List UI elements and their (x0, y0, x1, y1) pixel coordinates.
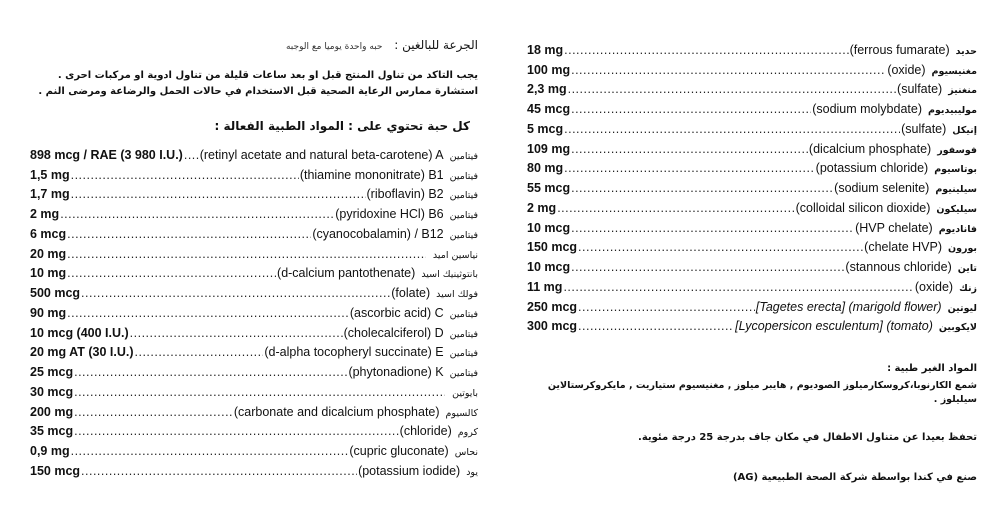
dot-leader (564, 122, 900, 136)
dot-leader (60, 207, 334, 221)
ingredient-amount: 45 mcg (527, 102, 571, 116)
ingredient-row (30, 379, 478, 399)
dosage-heading (286, 38, 478, 52)
dot-leader (564, 43, 848, 57)
ingredient-arabic-label: سيلينيوم (935, 184, 977, 195)
ingredient-name: (pyridoxine HCl) B6 (335, 207, 444, 221)
dot-leader (571, 142, 808, 156)
ingredient-arabic-label: فيتامين (449, 210, 478, 221)
dot-leader (578, 300, 755, 314)
ingredient-name: (d-calcium pantothenate) (277, 266, 416, 281)
ingredient-row (527, 175, 977, 195)
dot-leader (571, 260, 844, 274)
ingredient-arabic-label: تاين (957, 263, 977, 274)
ingredient-row (527, 136, 977, 156)
ingredient-amount: 30 mcg (30, 384, 74, 399)
ingredient-row (30, 399, 478, 419)
ingredient-arabic-label: منغنيز (948, 85, 977, 97)
ingredient-amount: 6 mcg (30, 226, 67, 241)
ingredient-arabic-label: فيتامين (449, 150, 478, 162)
dot-leader (571, 221, 854, 235)
ingredient-arabic-label: فيتامين (449, 368, 478, 379)
ingredient-amount: 55 mcg (527, 181, 571, 195)
ingredient-name: (colloidal silicon dioxide) (795, 200, 931, 215)
ingredient-name: (folate) (391, 286, 431, 300)
ingredient-amount: 20 mg (30, 246, 67, 261)
ingredient-row (30, 359, 478, 379)
ingredient-row (30, 201, 478, 221)
dot-leader (74, 385, 445, 399)
ingredient-amount: 10 mcg (400 I.U.) (30, 325, 129, 340)
ingredient-amount: 80 mg (527, 161, 564, 176)
left-ingredient-list (30, 142, 478, 478)
dot-leader (571, 63, 886, 77)
dot-leader (578, 319, 734, 333)
ingredient-name: [Lycopersicon esculentum] (tomato) (735, 319, 933, 334)
ingredient-name: [Tagetes erecta] (marigold flower) (755, 299, 942, 314)
dot-leader (67, 227, 311, 241)
ingredient-arabic-label: مغنيسيوم (931, 65, 977, 77)
ingredient-amount: 25 mcg (30, 365, 74, 379)
ingredient-arabic-label: نياسين اميد (432, 249, 478, 261)
ingredient-row (30, 241, 478, 261)
ingredient-row (527, 156, 977, 176)
dot-leader (571, 102, 811, 116)
dot-leader (135, 345, 264, 359)
ingredient-arabic-label: فيتامين (449, 328, 478, 340)
ingredient-amount: 1,7 mg (30, 187, 70, 202)
ingredient-amount: 300 mcg (527, 319, 578, 334)
ingredient-name: (retinyl acetate and natural beta-carotene) A (199, 147, 444, 162)
manufacturer-note: صنع في كندا بواسطة شركة الصحة الطبيعية (AG) (732, 472, 977, 483)
ingredient-arabic-label: حديد (955, 45, 977, 57)
ingredient-row (30, 340, 478, 360)
ingredient-row (30, 182, 478, 202)
ingredient-arabic-label: بانتوثينيك اسيد (421, 269, 478, 281)
ingredient-amount: 90 mg (30, 305, 67, 320)
ingredient-arabic-label: إنيكل (952, 124, 977, 136)
ingredient-amount: 100 mg (527, 62, 571, 77)
ingredient-row (527, 57, 977, 77)
ingredient-row (30, 320, 478, 340)
ingredient-amount: 10 mcg (527, 260, 571, 274)
ingredient-row (30, 221, 478, 241)
dot-leader (571, 181, 833, 195)
ingredient-arabic-label: سيليكون (936, 203, 977, 215)
dot-leader (67, 247, 426, 261)
ingredient-amount: 18 mg (527, 42, 564, 57)
ingredient-arabic-label: ليوتين (947, 302, 977, 314)
warning-text-2: استشارة ممارس الرعاية الصحية قبل الاستخدام في حالات الحمل والرضاعة ومرضى النم . (38, 86, 478, 97)
ingredient-amount: 109 mg (527, 141, 571, 156)
ingredient-amount: 10 mg (30, 266, 67, 281)
ingredient-name: (chloride) (399, 424, 452, 439)
ingredient-amount: 200 mg (30, 404, 74, 419)
ingredient-arabic-label: زنك (959, 282, 977, 294)
ingredient-row (527, 96, 977, 116)
ingredient-name: (d-alpha tocopheryl succinate) E (264, 345, 444, 360)
storage-instructions: تحفظ بعيدا عن متناول الاطفال في مكان جاف بدرجة 25 درجة مئوية. (638, 432, 977, 443)
dot-leader (74, 424, 399, 438)
ingredient-arabic-label: فيتامين (449, 229, 478, 241)
dot-leader (74, 365, 347, 379)
dot-leader (130, 326, 343, 340)
ingredient-amount: 150 mcg (527, 240, 578, 255)
non-medicinal-text: شمع الكارنوبا،كروسكارميلوز الصوديوم , هايبر ميلوز , مغنيسيوم ستياريت , مايكروكرستالاين سيليلوز . (547, 380, 977, 405)
ingredient-amount: 35 mcg (30, 424, 74, 439)
ingredient-amount: 898 mcg / RAE (3 980 I.U.) (30, 147, 183, 162)
ingredient-row (30, 300, 478, 320)
dot-leader (184, 148, 199, 162)
ingredient-arabic-label: بايوتين (452, 387, 478, 399)
dot-leader (74, 405, 233, 419)
ingredient-arabic-label: نحاس (454, 447, 478, 458)
ingredient-name: (ascorbic acid) C (349, 305, 444, 320)
ingredient-amount: 1,5 mg (30, 167, 70, 182)
dot-leader (67, 306, 349, 320)
dot-leader (563, 280, 913, 294)
warning-text-1: يجب التاكد من تناول المنتج قبل او بعد ساعات قليلة من تناول ادوية او مركبات احرى . (57, 70, 478, 81)
ingredient-amount: 5 mcg (527, 121, 564, 136)
ingredient-row (30, 142, 478, 162)
dot-leader (71, 187, 366, 201)
ingredient-row (527, 37, 977, 57)
ingredient-name: (stannous chloride) (845, 260, 952, 274)
ingredient-name: (cholecalciferol) D (343, 325, 444, 340)
ingredient-name: (oxide) (887, 62, 926, 77)
ingredient-name: (sodium selenite) (834, 181, 930, 195)
ingredient-arabic-label: موليبيديوم (927, 105, 977, 116)
ingredient-arabic-label: كالسيوم (445, 407, 478, 419)
ingredient-arabic-label: كروم (457, 427, 478, 439)
ingredient-row (30, 280, 478, 300)
ingredient-row (527, 274, 977, 294)
ingredient-name: (potassium iodide) (358, 463, 461, 478)
ingredient-row (30, 458, 478, 478)
dot-leader (578, 240, 863, 254)
ingredient-name: (riboflavin) B2 (366, 187, 444, 202)
ingredient-amount: 250 mcg (527, 299, 578, 314)
ingredient-arabic-label: لايكوبين (938, 322, 977, 334)
ingredient-name: (sulfate) (897, 82, 943, 97)
ingredient-arabic-label: فاناديوم (938, 223, 977, 235)
ingredient-row (527, 77, 977, 97)
ingredient-row (527, 235, 977, 255)
ingredient-amount: 20 mg AT (30 I.U.) (30, 345, 134, 360)
ingredient-arabic-label: بورون (947, 243, 977, 255)
ingredient-arabic-label: فولك اسيد (436, 289, 478, 300)
ingredient-name: (dicalcium phosphate) (808, 141, 932, 156)
ingredient-row (30, 261, 478, 281)
dot-leader (81, 286, 390, 300)
ingredient-arabic-label: يود (466, 466, 478, 478)
dot-leader (564, 161, 815, 175)
ingredient-name: (oxide) (914, 279, 954, 294)
ingredient-row (527, 294, 977, 314)
ingredient-arabic-label: فوسفور (937, 144, 977, 156)
dosage-note: حبه واحدة يوميا مع الوجبه (285, 42, 383, 52)
ingredient-row (527, 314, 977, 334)
dot-leader (67, 266, 276, 280)
ingredient-arabic-label: بوتاسيوم (934, 164, 977, 176)
ingredient-name: (HVP chelate) (855, 220, 933, 235)
dot-leader (557, 201, 794, 215)
ingredient-arabic-label: فيتامين (449, 308, 478, 320)
ingredient-row (30, 419, 478, 439)
ingredient-amount: 11 mg (527, 279, 563, 294)
ingredient-amount: 2,3 mg (527, 82, 567, 97)
ingredients-title: كل حبة تحتوي على : المواد الطبية الفعالة : (214, 119, 470, 133)
non-medicinal-title: المواد الغير طبية : (887, 363, 977, 374)
ingredient-amount: 0,9 mg (30, 444, 70, 458)
ingredient-arabic-label: فيتامين (449, 190, 478, 202)
ingredient-name: (cyanocobalamin) / B12 (312, 226, 444, 241)
ingredient-row (527, 254, 977, 274)
ingredient-amount: 150 mcg (30, 463, 81, 478)
ingredient-row (527, 195, 977, 215)
ingredient-name: (cupric gluconate) (349, 444, 449, 458)
ingredient-name: (chelate HVP) (864, 240, 942, 255)
ingredient-row (527, 215, 977, 235)
ingredient-arabic-label: فيتامين (449, 170, 478, 182)
ingredient-name: (phytonadione) K (348, 365, 444, 379)
ingredient-arabic-label: فيتامين (449, 348, 478, 360)
dot-leader (71, 444, 349, 458)
ingredient-name: (ferrous fumarate) (849, 42, 950, 57)
ingredient-row (527, 116, 977, 136)
ingredient-name: (thiamine mononitrate) B1 (299, 167, 444, 182)
dosage-title: الجرعة للبالغين : (394, 38, 478, 52)
ingredient-row (30, 438, 478, 458)
right-ingredient-list (527, 37, 977, 333)
ingredient-name: (sulfate) (901, 121, 947, 136)
dot-leader (81, 464, 357, 478)
dot-leader (71, 168, 299, 182)
ingredient-amount: 500 mcg (30, 286, 81, 300)
ingredient-name: (carbonate and dicalcium phosphate) (233, 404, 440, 419)
ingredient-name: (potassium chloride) (815, 161, 929, 176)
ingredient-amount: 2 mg (30, 207, 60, 221)
dot-leader (568, 82, 896, 96)
ingredient-name: (sodium molybdate) (812, 102, 922, 116)
ingredient-amount: 10 mcg (527, 220, 571, 235)
ingredient-row (30, 162, 478, 182)
ingredient-amount: 2 mg (527, 200, 557, 215)
